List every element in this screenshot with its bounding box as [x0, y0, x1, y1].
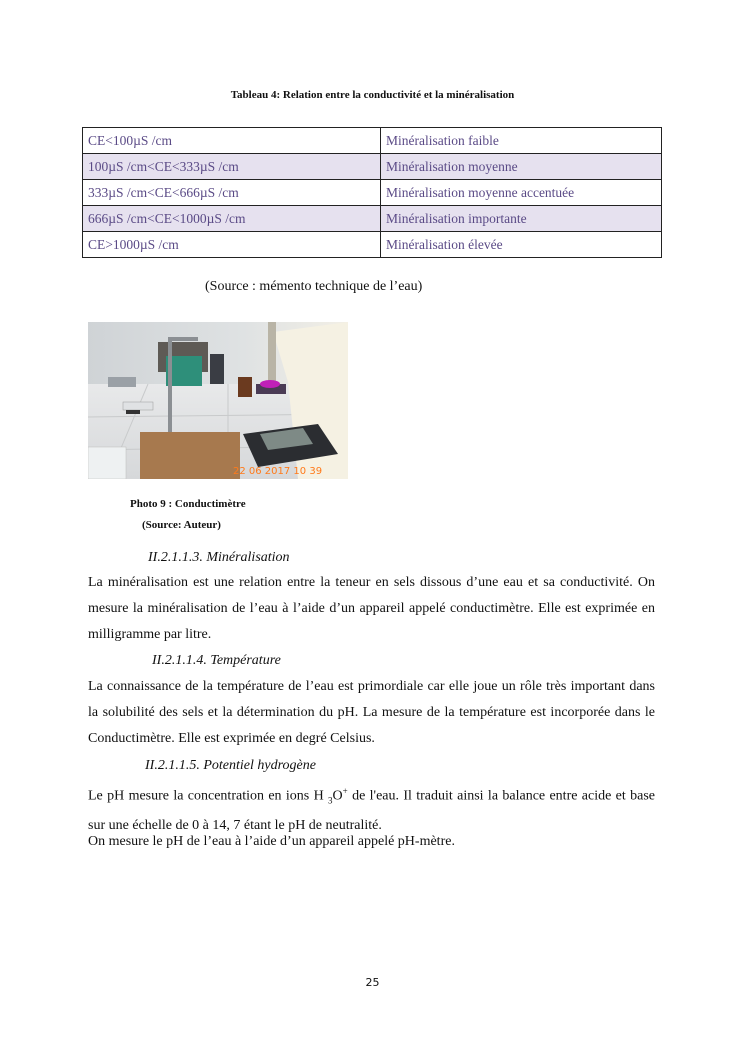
table-cell-label: Minéralisation importante: [381, 206, 662, 232]
photo-source: (Source: Auteur): [142, 519, 221, 531]
section-heading-ph: II.2.1.1.5. Potentiel hydrogène: [145, 758, 316, 773]
table-cell-range: CE>1000µS /cm: [83, 232, 381, 258]
table-row: [83, 232, 662, 258]
table-cell-label: Minéralisation élevée: [381, 232, 662, 258]
paragraph-mineralisation: La minéralisation est une relation entre la teneur en sels dissous d’une eau et sa conductivité. On mesure la minéralisation de l’eau à l’aide d’un appareil appelé conductimètre. Elle est exprimée en milligramme par litre.: [88, 575, 655, 642]
section-heading-mineralisation: II.2.1.1.3. Minéralisation: [148, 550, 290, 565]
table-cell-range: 666µS /cm<CE<1000µS /cm: [83, 206, 381, 232]
table-row: [83, 128, 662, 154]
photo-timestamp: 22 06 2017 10 39: [233, 466, 323, 477]
table-cell-label: Minéralisation moyenne: [381, 154, 662, 180]
mineralisation-table: [82, 127, 662, 258]
table-cell-range: CE<100µS /cm: [83, 128, 381, 154]
paragraph-ph-measure: On mesure le pH de l’eau à l’aide d’un appareil appelé pH-mètre.: [88, 834, 455, 849]
table-row: [83, 206, 662, 232]
section-heading-temperature: II.2.1.1.4. Température: [152, 653, 281, 668]
table-cell-range: 333µS /cm<CE<666µS /cm: [83, 180, 381, 206]
table-cell-range: 100µS /cm<CE<333µS /cm: [83, 154, 381, 180]
photo-caption: Photo 9 : Conductimètre: [130, 498, 246, 510]
table-row: [83, 154, 662, 180]
paragraph-temperature: La connaissance de la température de l’eau est primordiale car elle joue un rôle très important dans la solubilité des sels et la détermination du pH. La mesure de la température est incorporée dans le Conductimètre. Elle est exprimée en degré Celsius.: [88, 679, 655, 746]
table-caption: Tableau 4: Relation entre la conductivité et la minéralisation: [230, 89, 515, 101]
table-cell-label: Minéralisation faible: [381, 128, 662, 154]
table-row: [83, 180, 662, 206]
table-cell-label: Minéralisation moyenne accentuée: [381, 180, 662, 206]
conductimeter-photo: [88, 322, 348, 479]
table-source: (Source : mémento technique de l’eau): [205, 279, 423, 294]
paragraph-ph: Le pH mesure la concentration en ions H $_3$O+ de l'eau. Il traduit ainsi la balance entre acide et base sur une échelle de 0 à 14, 7 étant le pH de neutralité.: [88, 786, 655, 834]
page-number: 25: [365, 976, 380, 989]
